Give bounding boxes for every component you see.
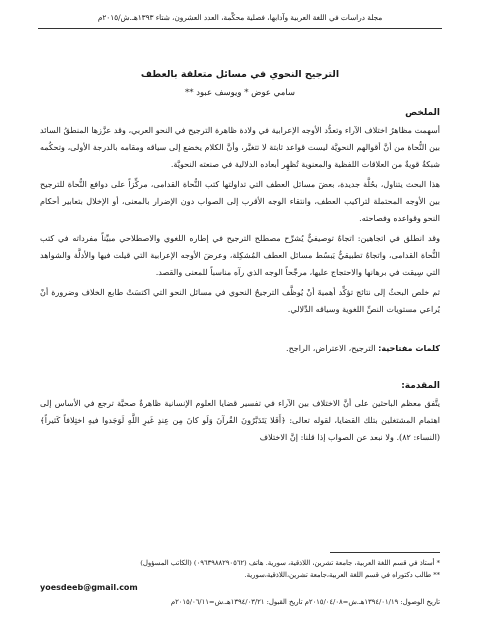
abstract-heading: الملخص <box>405 108 440 118</box>
article-title: الترجيح النحوي في مسائل متعلقة بالعطف <box>140 69 340 80</box>
keywords-label: كلمات مفتاحية: <box>378 343 440 353</box>
running-head: مجلة دراسات في اللغة العربية وآدابها، فصلية محكَّمة، العدد العشرون، شتاء ١٣٩٣هـ.ش/٢٠١٥م <box>38 12 442 29</box>
intro-heading: المقدمة: <box>401 381 440 391</box>
keywords <box>40 340 440 357</box>
submission-dates: تاريخ الوصول: ١٣٩٤/٠١/١٩هـ.ش=٢٠١٥/٠٤/٠٨م تاريخ القبول: ١٣٩٤/٠٣/٢١هـ.ش=٢٠١٥/٠٦/١١م <box>170 598 440 606</box>
abstract-paragraph-2: هذا البحث يتناول، بحُلَّة جديدة، بعضَ مسائل العطف التي تداولتها كتب النُّحاة القدامى، مركِّزاً على دوافع النُّحاة للترجيح بين الأوجه المحتملة لتراكيب العطف، وانتقاء الوجه الأقرب إلى الصواب دون الإضرار بالمعنى، أو الإخلال بتعابير أحكام النحو وقواعده وفصاحته. <box>40 179 440 223</box>
footnote-rule <box>330 552 440 553</box>
abstract-paragraph-1: أسهمت مظاهرُ اختلاف الآراء وتعدُّد الأوجه الإعرابية في ولادة ظاهرة الترجيح في النحو العربي، وقد عزَّزها المنطقُ السائد بين النُّحاة من أنَّ أقوالهم النحويَّة ليست قواعد ثابتة لا تتغيَّر، وأنَّ الكلام يخضع إلى سياقه ومقامه بالدرجة الأولى، وتحكُمه شبكةٌ قويةٌ من العلاقات اللفظية والمعنوية تُظهِر أبعاده الدلالية في صنعته النحويَّة. <box>40 125 440 169</box>
keywords-value: الترجيح، الاعتراض، الراجح. <box>286 343 376 353</box>
abstract-paragraph-4: ثم خلص البحثُ إلى نتائج تؤكِّد أهميةَ أنْ يُوظَّف الترجيحُ النحوي في مسائل النحو التي اكتسَتْ طابع الخلاف وضرورة أنْ يُراعي مستويات النصِّ اللغوية وسياقه الدِّلالي. <box>40 287 440 314</box>
intro-paragraph: يتَّفق معظم الباحثين على أنَّ الاختلاف بين الآراء في تفسير قضايا العلوم الإنسانية ظاهرةٌ صحيَّة ترجع في الأساس إلى اهتمام المشتغلين بتلك القضايا، لقوله تعالى: ﴿أَفَلا يَتَدَبَّرُونَ القُرآنَ وَلَو كانَ مِن عِندِ غَيرِ اللَّهِ لَوَجَدوا فيهِ اختِلافاً كَثيراً﴾ (النساء: ٨٢). ولا نبعد عن الصواب إذا قلنا: إنَّ الاختلاف <box>40 398 440 442</box>
abstract-paragraph-3: وقد انطلق في اتجاهين: اتجاهٌ توصيفيٌّ يُشرِّح مصطلح الترجيح في إطاره اللغوي والاصطلاحي مبيِّناً مفرداته في كتب النُّحاة القدامى، واتجاهٌ تطبيقيٌّ يَبسُط مسائل العطف المُشكِلة، وعرضَ الأوجه الإعرابية التي قيلت فيها والأدلَّة والشواهد التي سِيقت في برهانها والاحتجاج عليها، مرجِّحاً الوجه الذي رآه مناسباً للمعنى والقصد. <box>40 233 440 277</box>
authors: سامي عوض * ويوسف عبود ** <box>185 88 295 98</box>
footnote-1: * أستاذ في قسم اللغة العربية، جامعة تشرين، اللاذقية، سورية. هاتف (٠٩٦٣٩٨٨٢٩٠٥٦٢) (الكاتب المسؤول) <box>140 559 440 567</box>
author-email[interactable]: yoesdeeb@gmail.com <box>40 583 138 592</box>
footnotes <box>40 552 440 608</box>
footnote-2: ** طالب دكتوراه في قسم اللغة العربية،جامعة تشرين،اللاذقية،سورية. <box>244 571 440 579</box>
article-body <box>40 108 440 449</box>
